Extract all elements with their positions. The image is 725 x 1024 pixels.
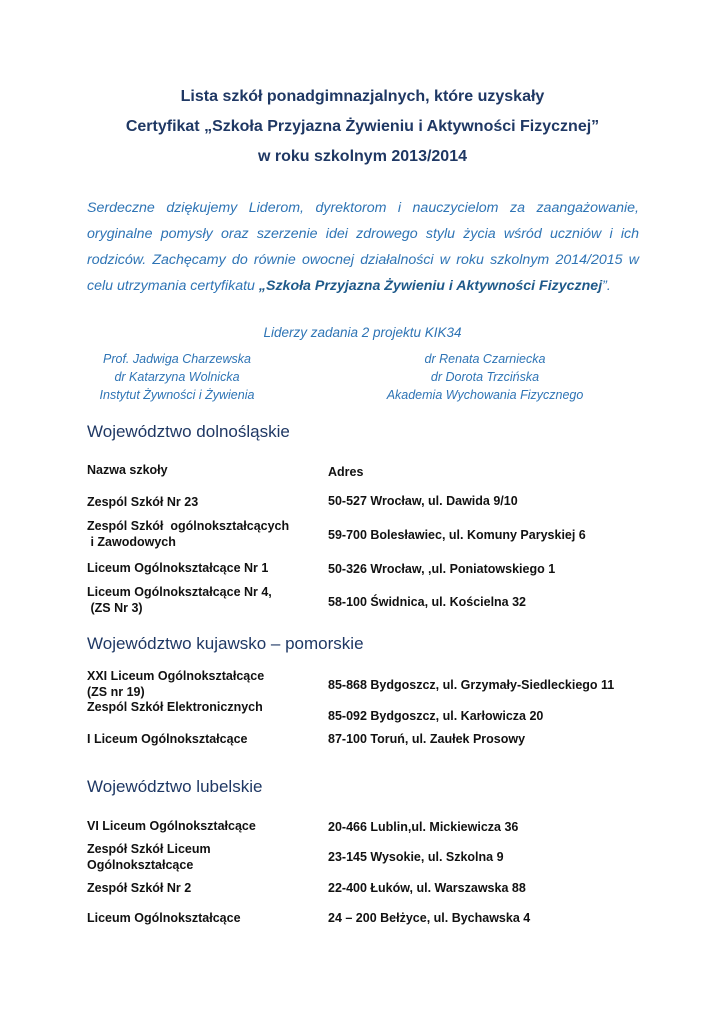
intro-text: Serdeczne dziękujemy Liderom, dyrektorom i nauczycielom za zaangażowanie, oryginalne pomysły oraz szerzenie idei zdrowego stylu życia wśród uczniów i ich rodziców. Zachęcamy do równie owocnej działalności w roku szkolnym 2014/2015 w celu utrzymania certyfikatu: [87, 200, 639, 294]
school-name: Liceum Ogólnokształcące Nr 1: [87, 561, 269, 575]
leader-right-1: dr Renata Czarniecka: [424, 352, 546, 366]
title-line-1: Lista szkół ponadgimnazjalnych, które uzyskały: [180, 88, 545, 105]
leaders-right-column: [335, 350, 635, 404]
school-address: 87-100 Toruń, ul. Zaułek Prosowy: [328, 732, 526, 746]
school-name: Zespól Szkół Elektronicznych: [87, 700, 263, 714]
region-heading: Województwo dolnośląskie: [87, 422, 290, 441]
leader-left-2: dr Katarzyna Wolnicka: [114, 370, 240, 384]
intro-end: ”.: [602, 278, 611, 294]
school-address: 22-400 Łuków, ul. Warszawska 88: [328, 881, 526, 895]
school-name: XXI Liceum Ogólnokształcące (ZS nr 19): [87, 669, 265, 699]
region-heading: Województwo lubelskie: [87, 777, 263, 796]
region-heading: Województwo kujawsko – pomorskie: [87, 634, 364, 653]
school-address: 59-700 Bolesławiec, ul. Komuny Paryskiej 6: [328, 528, 586, 542]
leaders-left-column: [27, 350, 327, 404]
leader-right-3: Akademia Wychowania Fizycznego: [386, 388, 584, 402]
leader-left-3: Instytut Żywności i Żywienia: [99, 388, 255, 402]
intro-paragraph: [87, 195, 639, 299]
leader-left-1: Prof. Jadwiga Charzewska: [103, 352, 251, 366]
school-address: 23-145 Wysokie, ul. Szkolna 9: [328, 850, 504, 864]
school-address: 50-326 Wrocław, ,ul. Poniatowskiego 1: [328, 562, 556, 576]
title-line-3: w roku szkolnym 2013/2014: [258, 148, 467, 165]
school-name: Liceum Ogólnokształcące Nr 4, (ZS Nr 3): [87, 585, 272, 615]
school-address: 20-466 Lublin,ul. Mickiewicza 36: [328, 820, 519, 834]
title-line-2: Certyfikat „Szkoła Przyjazna Żywieniu i Aktywności Fizycznej”: [125, 118, 600, 135]
school-name: Liceum Ogólnokształcące: [87, 911, 241, 925]
leaders-heading: Liderzy zadania 2 projektu KIK34: [263, 325, 462, 340]
intro-certificate-name: „Szkoła Przyjazna Żywieniu i Aktywności Fizycznej: [258, 278, 603, 294]
school-address: 85-868 Bydgoszcz, ul. Grzymały-Siedleckiego 11: [328, 678, 615, 692]
school-name: Zespół Szkół Liceum Ogólnokształcące: [87, 842, 211, 872]
school-name: Zespól Szkół ogólnokształcących i Zawodowych: [87, 519, 290, 549]
school-address: 50-527 Wrocław, ul. Dawida 9/10: [328, 494, 518, 508]
header-address: Adres: [328, 465, 364, 479]
school-name: Zespól Szkół Nr 23: [87, 495, 199, 509]
school-address: 85-092 Bydgoszcz, ul. Karłowicza 20: [328, 709, 544, 723]
school-name: I Liceum Ogólnokształcące: [87, 732, 248, 746]
header-school-name: Nazwa szkoły: [87, 463, 168, 477]
school-address: 58-100 Świdnica, ul. Kościelna 32: [328, 595, 527, 609]
school-address: 24 – 200 Bełżyce, ul. Bychawska 4: [328, 911, 531, 925]
leader-right-2: dr Dorota Trzcińska: [430, 370, 540, 384]
school-name: Zespół Szkół Nr 2: [87, 881, 192, 895]
school-name: VI Liceum Ogólnokształcące: [87, 819, 256, 833]
